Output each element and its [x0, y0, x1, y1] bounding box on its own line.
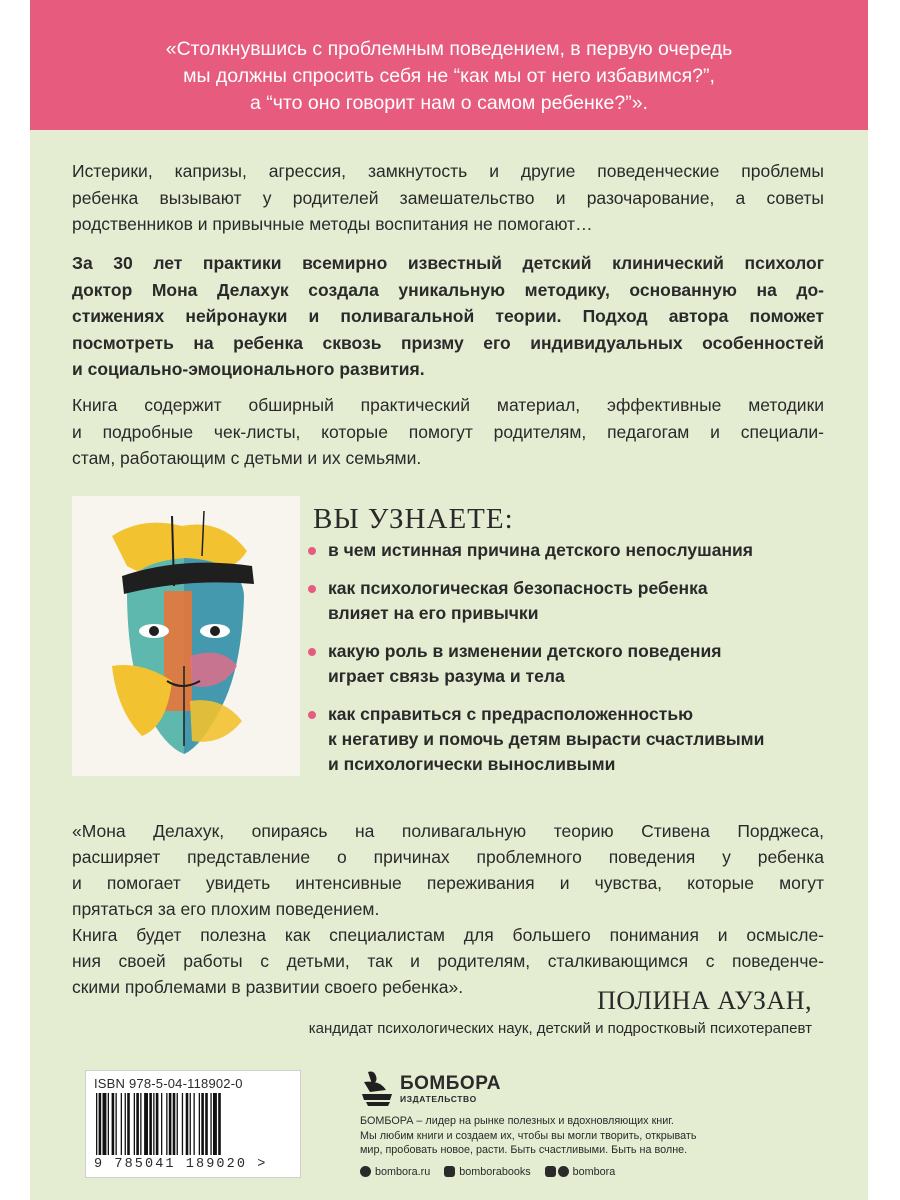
social-site[interactable]: [360, 1166, 430, 1178]
text-line: родственников и привычные методы воспитания не помогают…: [72, 214, 593, 234]
bullet-dot-icon: [308, 648, 316, 656]
quote-line: прятаться за его плохим поведением.: [72, 899, 380, 919]
text-line: Книга содержит обширный практический материал, эффективные методики: [72, 395, 824, 415]
social-vk[interactable]: [444, 1166, 530, 1178]
list-item-line: как психологическая безопасность ребенка: [328, 578, 708, 598]
bullet-dot-icon: [308, 711, 316, 719]
list-item: [298, 702, 838, 777]
text-line: и социально-эмоционального развития.: [72, 359, 425, 379]
publisher-name: БОМБОРА: [400, 1072, 501, 1094]
review-quote: [72, 818, 824, 1000]
list-item: [298, 576, 838, 626]
publisher-block: [360, 1068, 720, 1178]
banner-line: «Столкнувшись с проблемным поведением, в первую очередь: [165, 38, 733, 60]
text-line: ребенка вызывают у родителей замешательство и разочарование, а советы: [72, 187, 824, 208]
text-line: посмотреть на ребенка сквозь призму его индивидуальных особенностей: [72, 332, 824, 353]
list-item-line: влияет на его привычки: [328, 603, 539, 623]
banner-line: а “что оно говорит нам о самом ребенке?”».: [250, 92, 648, 114]
text-line: За 30 лет практики всемирно известный детский клинический психолог: [72, 253, 824, 273]
publisher-subtitle: ИЗДАТЕЛЬСТВО: [400, 1093, 477, 1104]
bombora-logo-icon: [360, 1068, 396, 1108]
text-line: и подробные чек-листы, которые помогут родителям, педагогам и специали-: [72, 421, 824, 442]
text-line: доктор Мона Делахук создала уникальную методику, основанную на до-: [72, 279, 824, 300]
intro-paragraph: [72, 158, 824, 238]
quote-line: скими проблемами в развитии своего ребенка».: [72, 977, 464, 997]
text-line: стижениях нейронауки и поливагальной теории. Подход автора поможет: [72, 306, 824, 326]
social-messengers-label: bombora: [572, 1165, 616, 1178]
quote-line: ния своей работы с детьми, так и родителям, сталкивающимся с поведенче-: [72, 951, 824, 971]
video-icon: [545, 1166, 556, 1177]
quote-banner: [30, 0, 868, 130]
barcode-bars-icon: [94, 1093, 294, 1155]
list-item-line: играет связь разума и тела: [328, 666, 565, 686]
publisher-description: [360, 1114, 720, 1158]
bullet-dot-icon: [308, 585, 316, 593]
quote-line: и помогает увидеть интенсивные переживания и чувства, которые могут: [72, 873, 824, 893]
quote-line: Книга будет полезна как специалистам для большего понимания и осмысле-: [72, 925, 824, 945]
description-line: Мы любим книги и создаем их, чтобы вы могли творить, открывать: [360, 1129, 697, 1142]
social-vk-label: bomborabooks: [459, 1165, 531, 1178]
quote-author-name: ПОЛИНА АУЗАН,: [597, 986, 812, 1015]
quote-author-role: кандидат психологических наук, детский и подростковый психотерапевт: [308, 1020, 812, 1037]
list-item: [298, 538, 838, 563]
face-illustration: [72, 496, 300, 776]
isbn-label: ISBN 978-5-04-118902-0: [94, 1076, 243, 1091]
description-line: БОМБОРА – лидер на рынке полезных и вдохновляющих книг.: [360, 1115, 674, 1127]
bullet-dot-icon: [308, 547, 316, 555]
list-item-line: в чем истинная причина детского непослушания: [328, 540, 754, 560]
list-item-line: как справиться с предрасположенностью: [328, 704, 694, 724]
quote-line: «Мона Делахук, опираясь на поливагальную теорию Стивена Порджеса,: [72, 821, 824, 841]
social-site-label: bombora.ru: [375, 1165, 431, 1178]
vk-icon: [444, 1166, 455, 1177]
banner-line: мы должны спросить себя не “как мы от него избавимся?”,: [183, 65, 715, 87]
text-line: Истерики, капризы, агрессия, замкнутость и другие поведенческие проблемы: [72, 161, 824, 181]
book-back-cover: [30, 0, 868, 1200]
website-icon: [360, 1166, 371, 1177]
publisher-logo: [360, 1068, 720, 1108]
learn-list: [298, 538, 838, 790]
contents-paragraph: [72, 392, 824, 472]
quote-line: расширяет представление о причинах проблемного поведения у ребенка: [72, 847, 824, 867]
social-links: [360, 1166, 720, 1178]
list-item-line: и психологически выносливыми: [328, 754, 616, 774]
text-line: стам, работающим с детьми и их семьями.: [72, 448, 422, 468]
list-item-line: к негативу и помочь детям вырасти счастливыми: [328, 729, 765, 749]
barcode: [85, 1070, 301, 1178]
telegram-icon: [558, 1166, 569, 1177]
social-messengers[interactable]: [545, 1166, 616, 1178]
barcode-digits: 9 785041 189020 >: [94, 1157, 268, 1172]
description-line: мир, пробовать новое, расти. Быть счастливыми. Быть на волне.: [360, 1144, 688, 1156]
learn-heading: ВЫ УЗНАЕТЕ:: [313, 503, 514, 535]
about-paragraph: [72, 250, 824, 383]
list-item: [298, 639, 838, 689]
list-item-line: какую роль в изменении детского поведения: [328, 641, 722, 661]
